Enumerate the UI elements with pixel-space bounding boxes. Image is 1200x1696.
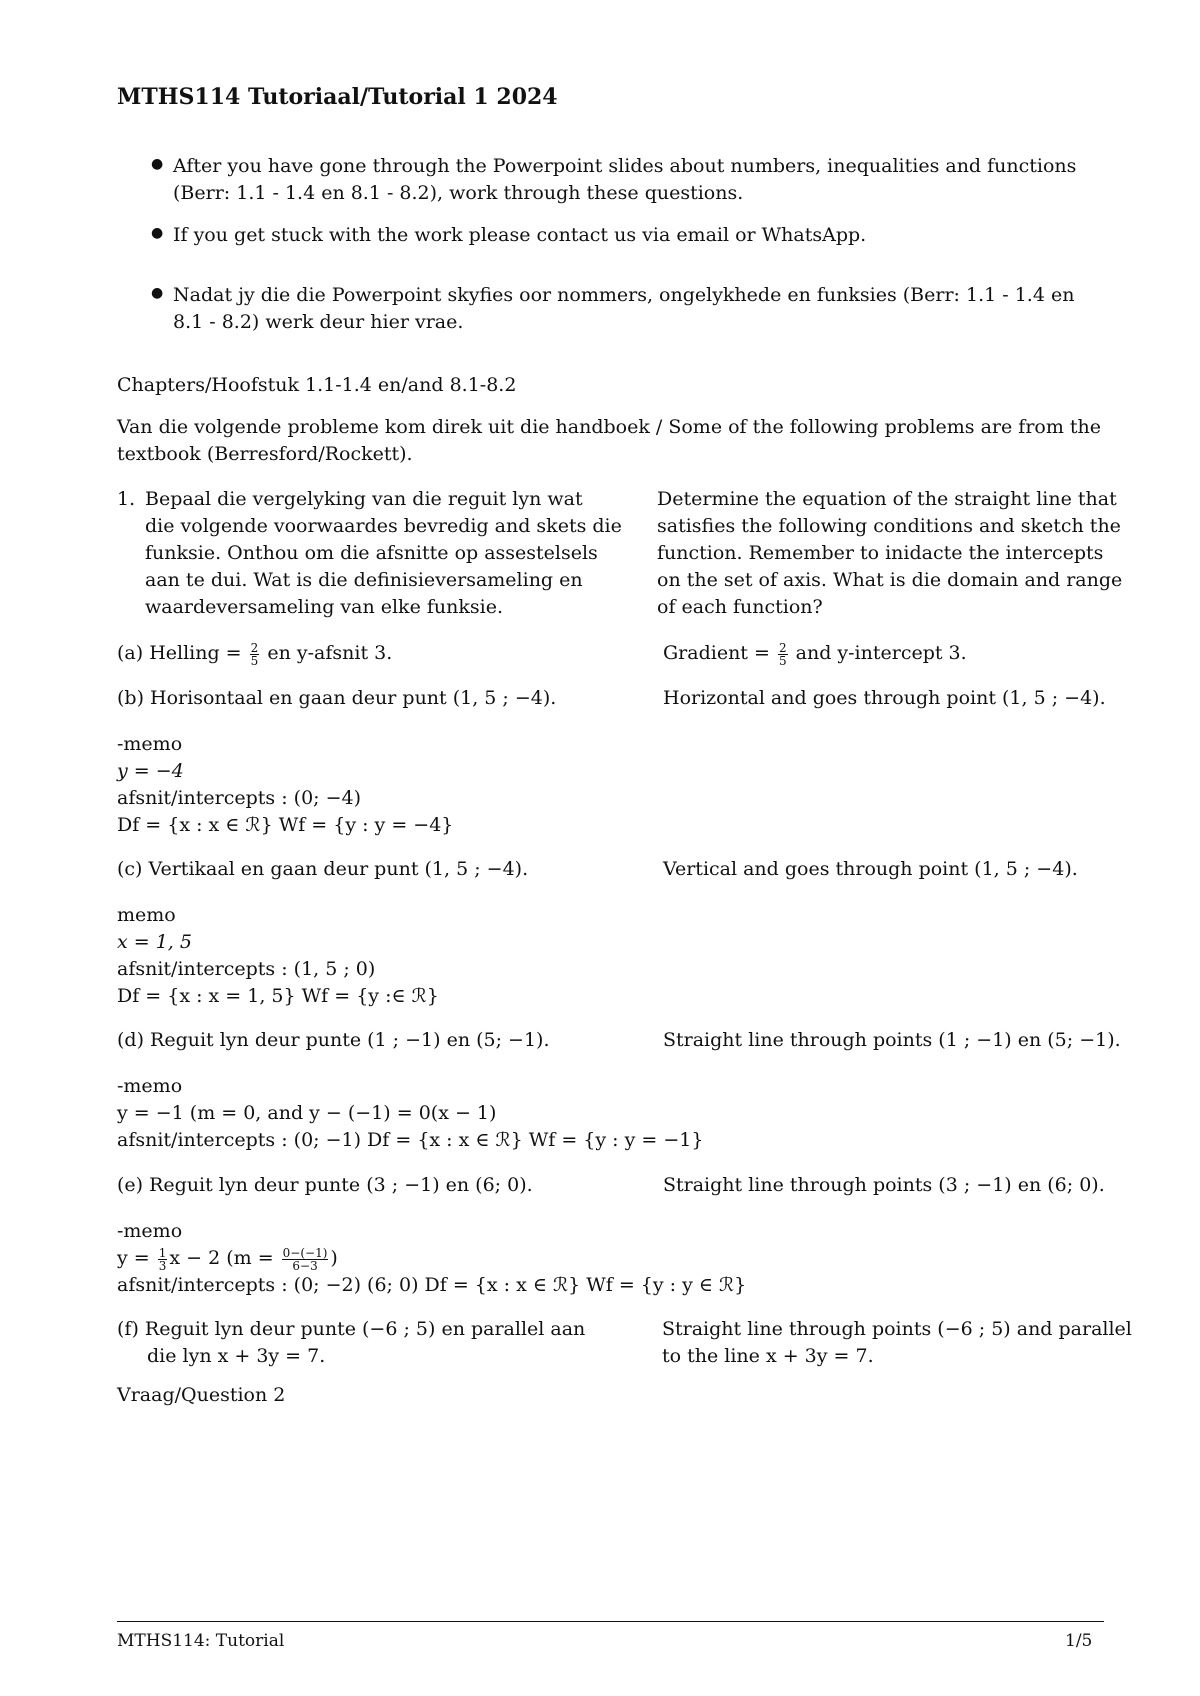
part-f-en-line-1: Straight line through points (−6 ; 5) and parallel: [662, 1318, 1132, 1340]
footer-left: MTHS114: Tutorial: [117, 1631, 285, 1651]
q1-af-line-5: waardeversameling van elke funksie.: [145, 596, 503, 618]
part-e-af: (e) Reguit lyn deur punte (3 ; −1) en (6; 0).: [117, 1174, 533, 1196]
part-a-en: Gradient = $\frac{2}{5}$ and y-intercept 3.: [663, 640, 967, 668]
memo-e-equation: y = $\frac{1}{3}$ x − 2 (m = $\frac{0-(-1)}{6-3}$ ): [117, 1245, 338, 1273]
page-title: MTHS114 Tutoriaal/Tutorial 1 2024: [117, 84, 558, 110]
bullet-3-line-2: 8.1 - 8.2) werk deur hier vrae.: [173, 311, 464, 333]
bullet-icon: ●: [151, 156, 164, 172]
memo-c-label: memo: [117, 904, 176, 926]
memo-d-equation: y = −1 (m = 0, and y − (−1) = 0(x − 1): [117, 1102, 497, 1124]
memo-c-equation: x = 1, 5: [117, 931, 192, 953]
chapters-heading: Chapters/Hoofstuk 1.1-1.4 en/and 8.1-8.2: [117, 374, 517, 396]
question-2-heading: Vraag/Question 2: [117, 1384, 286, 1406]
q1-af-line-1: Bepaal die vergelyking van die reguit lyn wat: [145, 488, 583, 510]
bullet-1-line-2: (Berr: 1.1 - 1.4 en 8.1 - 8.2), work through these questions.: [173, 182, 744, 204]
q1-en-line-5: of each function?: [657, 596, 823, 618]
bullet-2-line-1: If you get stuck with the work please contact us via email or WhatsApp.: [173, 224, 867, 246]
memo-d-label: -memo: [117, 1075, 183, 1097]
part-f-af-line-2: die lyn x + 3y = 7.: [147, 1345, 326, 1367]
part-b-en: Horizontal and goes through point (1, 5 ; −4).: [663, 687, 1106, 709]
memo-c-intercepts: afsnit/intercepts : (1, 5 ; 0): [117, 958, 376, 980]
fraction: $\frac{1}{3}$: [158, 1245, 167, 1273]
q1-en-line-1: Determine the equation of the straight line that: [657, 488, 1117, 510]
fraction: $\frac{2}{5}$: [250, 640, 259, 668]
bullet-3-line-1: Nadat jy die die Powerpoint skyfies oor nommers, ongelykhede en funksies (Berr: 1.1 - 1.4 en: [173, 284, 1075, 306]
part-d-af: (d) Reguit lyn deur punte (1 ; −1) en (5; −1).: [117, 1029, 550, 1051]
memo-c-domain-range: Df = {x : x = 1, 5} Wf = {y :∈ ℛ}: [117, 985, 439, 1007]
intro-line-2: textbook (Berresford/Rockett).: [117, 443, 413, 465]
memo-b-equation: y = −4: [117, 760, 184, 782]
memo-b-domain-range: Df = {x : x ∈ ℛ} Wf = {y : y = −4}: [117, 814, 454, 836]
memo-b-label: -memo: [117, 733, 183, 755]
memo-e-label: -memo: [117, 1220, 183, 1242]
intro-line-1: Van die volgende probleme kom direk uit die handboek / Some of the following problems are from the: [117, 416, 1102, 438]
memo-b-intercepts: afsnit/intercepts : (0; −4): [117, 787, 362, 809]
bullet-icon: ●: [151, 285, 164, 301]
q1-en-line-3: function. Remember to inidacte the intercepts: [657, 542, 1104, 564]
part-a-af: (a) Helling = $\frac{2}{5}$ en y-afsnit 3.: [117, 640, 393, 668]
q1-af-line-4: aan te dui. Wat is die definisieversameling en: [145, 569, 583, 591]
q1-af-line-3: funksie. Onthou om die afsnitte op assestelsels: [145, 542, 598, 564]
part-b-af: (b) Horisontaal en gaan deur punt (1, 5 ; −4).: [117, 687, 557, 709]
part-c-af: (c) Vertikaal en gaan deur punt (1, 5 ; −4).: [117, 858, 529, 880]
bullet-icon: ●: [151, 225, 164, 241]
part-e-en: Straight line through points (3 ; −1) en (6; 0).: [663, 1174, 1105, 1196]
q1-af-line-2: die volgende voorwaardes bevredig and skets die: [145, 515, 622, 537]
part-c-en: Vertical and goes through point (1, 5 ; −4).: [663, 858, 1078, 880]
part-f-en-line-2: to the line x + 3y = 7.: [662, 1345, 874, 1367]
part-f-af-line-1: (f) Reguit lyn deur punte (−6 ; 5) en parallel aan: [117, 1318, 586, 1340]
memo-d-intercepts-domain-range: afsnit/intercepts : (0; −1) Df = {x : x ∈ ℛ} Wf = {y : y = −1}: [117, 1129, 704, 1151]
part-d-en: Straight line through points (1 ; −1) en (5; −1).: [663, 1029, 1121, 1051]
question-1-number: 1.: [117, 488, 136, 510]
q1-en-line-2: satisfies the following conditions and sketch the: [657, 515, 1121, 537]
fraction: $\frac{0-(-1)}{6-3}$: [282, 1245, 328, 1273]
fraction: $\frac{2}{5}$: [778, 640, 787, 668]
footer-rule: [117, 1621, 1104, 1622]
q1-en-line-4: on the set of axis. What is die domain and range: [657, 569, 1123, 591]
memo-e-intercepts-domain-range: afsnit/intercepts : (0; −2) (6; 0) Df = {x : x ∈ ℛ} Wf = {y : y ∈ ℛ}: [117, 1274, 747, 1296]
bullet-1-line-1: After you have gone through the Powerpoint slides about numbers, inequalities and functions: [173, 155, 1077, 177]
footer-page-number: 1/5: [1065, 1631, 1093, 1651]
